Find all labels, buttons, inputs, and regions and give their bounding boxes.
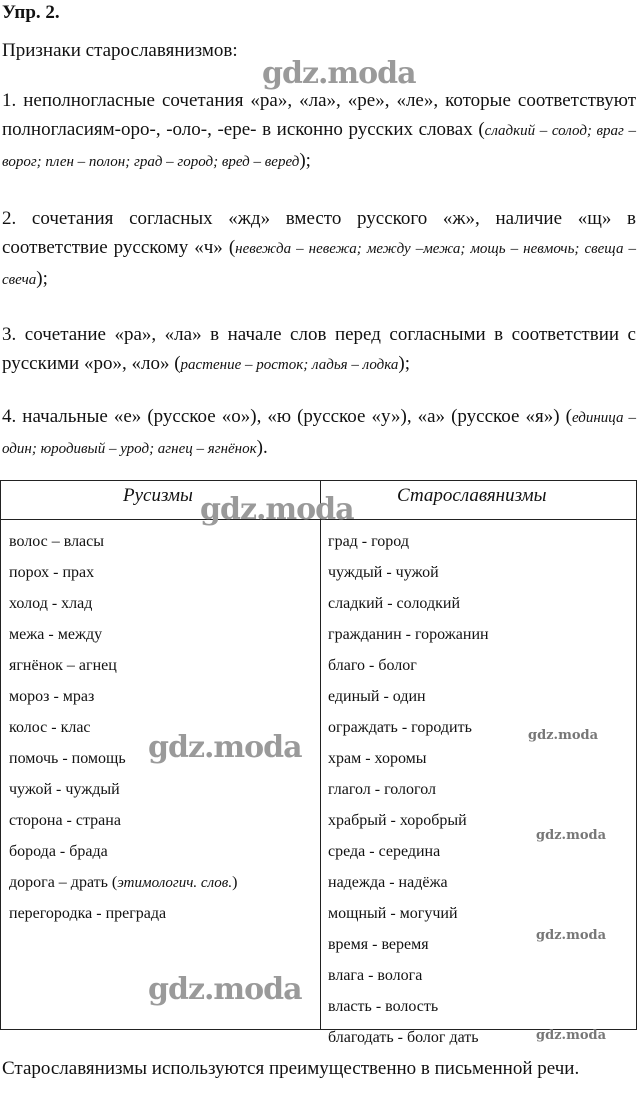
watermark: gdz.moda: [536, 928, 607, 943]
list-item: храбрый - хоробрый: [328, 812, 467, 829]
list-item: ягнёнок – агнец: [9, 657, 117, 674]
watermark: gdz.moda: [536, 1028, 607, 1043]
point-3: [2, 320, 636, 380]
list-item: сладкий - солодкий: [328, 595, 461, 612]
point-4-text: 4. начальные «е» (русское «о»), «ю (русское «у»), «а» (русское «я») (: [2, 406, 572, 427]
list-item: храм - хоромы: [328, 750, 427, 767]
list-item: колос - клас: [9, 719, 91, 736]
list-item: перегородка - преграда: [9, 905, 167, 922]
footer-note: Старославянизмы используются преимущественно в письменной речи.: [2, 1058, 580, 1079]
point-4-examples: единица – один; юродивый – урод; агнец – ягнёнок: [2, 410, 636, 457]
list-item: благо - болог: [328, 657, 417, 674]
list-item-text: дорога – драть (: [9, 874, 118, 891]
list-item: ограждать - городить: [328, 719, 472, 736]
list-item-note-end: ): [232, 874, 238, 891]
list-item: среда - середина: [328, 843, 441, 860]
watermark: gdz.moda: [536, 828, 607, 843]
list-item: власть - волость: [328, 998, 439, 1015]
list-item: чужой - чуждый: [9, 781, 120, 798]
intro-text: Признаки старославянизмов:: [2, 40, 238, 61]
table-header-slavonicisms: Старославянизмы: [397, 485, 547, 506]
point-3-end: );: [398, 353, 410, 374]
list-item: влага - волога: [328, 967, 423, 984]
point-2: [2, 204, 636, 295]
point-1-text: 1. неполногласные сочетания «ра», «ла», «ре», «ле», которые соответствуют полногласиям-оро-, -оло-, -ере- в исконно русских словах (: [2, 90, 636, 140]
list-item: гражданин - горожанин: [328, 626, 489, 643]
list-item: чуждый - чужой: [328, 564, 439, 581]
list-item: единый - один: [328, 688, 426, 705]
list-item: [9, 867, 237, 898]
table-header-rusisms: Русизмы: [123, 485, 193, 506]
list-item: град - город: [328, 533, 409, 550]
point-2-text: 2. сочетания согласных «жд» вместо русского «ж», наличие «щ» в соответствие русскому «ч» (: [2, 208, 636, 258]
list-item: борода - брада: [9, 843, 108, 860]
list-item-note: этимологич. слов.: [117, 875, 233, 891]
point-3-examples: растение – росток; ладья – лодка: [180, 357, 399, 373]
watermark: gdz.moda: [200, 492, 354, 527]
slavonicisms-list: [328, 526, 489, 1053]
list-item: межа - между: [9, 626, 103, 643]
watermark: gdz.moda: [528, 728, 599, 743]
point-2-end: );: [36, 268, 48, 289]
exercise-heading: Упр. 2.: [2, 2, 60, 23]
list-item: время - веремя: [328, 936, 429, 953]
list-item: помочь - помощь: [9, 750, 126, 767]
list-item: волос – власы: [9, 533, 104, 550]
point-1-examples: сладкий – солод; враг – ворог; плен – полон; град – город; вред – веред: [2, 123, 636, 170]
list-item: надежда - надёжа: [328, 874, 448, 891]
list-item: благодать - болог дать: [328, 1029, 479, 1046]
point-3-text: 3. сочетание «ра», «ла» в начале слов перед согласными в соответствии с русскими «ро», «ло» (: [2, 324, 636, 374]
point-1-end: );: [299, 150, 311, 171]
list-item: мороз - мраз: [9, 688, 95, 705]
rusisms-list: [9, 526, 237, 929]
list-item: холод - хлад: [9, 595, 93, 612]
list-item: мощный - могучий: [328, 905, 458, 922]
watermark: gdz.moda: [262, 56, 416, 91]
point-1: [2, 86, 636, 177]
watermark: gdz.moda: [148, 730, 302, 765]
list-item: сторона - страна: [9, 812, 121, 829]
watermark: gdz.moda: [148, 972, 302, 1007]
list-item: порох - прах: [9, 564, 95, 581]
list-item: глагол - гологол: [328, 781, 436, 798]
table-column-divider: [320, 481, 321, 1029]
point-4-end: ).: [256, 437, 268, 458]
point-4: [2, 402, 636, 464]
point-2-examples: невежда – невежа; между –межа; мощь – невмочь; свеща – свеча: [2, 241, 636, 288]
